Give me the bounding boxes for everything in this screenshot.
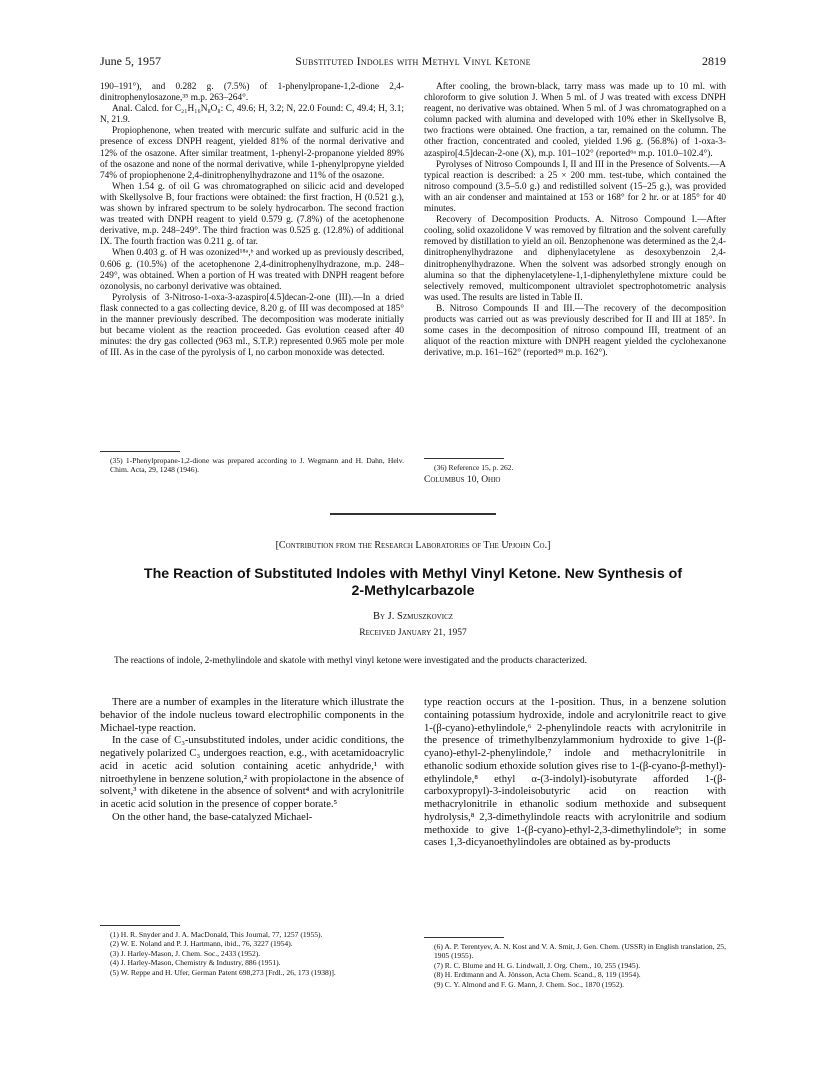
paragraph: When 1.54 g. of oil G was chromatographed on silicic acid and developed with Skellysolve B, four fractions were obtained: the first fraction, H (0.521 g.), was shown by infrared spectrum to be solely hydrocarbon. The second fraction was treated with DNPH reagent to yield 0.579 g. (7.8%) of the acetophenone derivative, m.p. 248–249°. The third fraction was 0.525 g. (12.8%) of additional IX. The fourth fraction was 0.211 g. of tar. — [100, 181, 404, 248]
author-location: Columbus 10, Ohio — [424, 475, 501, 485]
footnote: (6) A. P. Terentyev, A. N. Kost and V. A. Smit, J. Gen. Chem. (USSR) in English translation, 25, 1905 (1955). — [434, 942, 726, 961]
header-date: June 5, 1957 — [100, 54, 161, 68]
right-bottom-column — [424, 697, 726, 850]
running-header — [100, 54, 726, 70]
received-date: Received January 21, 1957 — [359, 628, 467, 638]
paragraph: Anal. Calcd. for C₂₁H₁₆N₈O₈: C, 49.6; H, 3.2; N, 22.0 Found: C, 49.4; H, 3.1; N, 21.9. — [100, 104, 404, 126]
header-running-title: Substituted Indoles with Methyl Vinyl Ketone — [295, 54, 531, 68]
paragraph: Pyrolyses of Nitroso Compounds I, II and III in the Presence of Solvents.—A typical reaction is described: a 25 × 200 mm. test-tube, which contained the nitroso compound (3.5–5.0 g.) and redistilled solvent (15–25 g.), was provided with an air condenser and maintained at 153 or 168° for 2 hr. or at 185° for 40 minutes. — [424, 159, 726, 215]
footnote: (35) 1-Phenylpropane-1,2-dione was prepared according to J. Wegmann and H. Dahn, Helv. Chim. Acta, 29, 1248 (1946). — [110, 456, 404, 475]
right-top-column — [424, 82, 726, 359]
paragraph: On the other hand, the base-catalyzed Michael- — [112, 811, 313, 823]
paragraph: B. Nitroso Compounds II and III.—The recovery of the decomposition products was carried out as was previously described for II and III at 185°. In some cases in the decomposition of nitroso compound III, treatment of an aliquot of the reaction mixture with DNPH reagent yielded the cyclohexanone derivative, m.p. 161–162° (reported³⁶ m.p. 162°). — [424, 303, 726, 359]
footnote: (5) W. Reppe and H. Ufer, German Patent 698,273 [Frdl., 26, 173 (1938)]. — [110, 967, 336, 977]
article-title — [100, 566, 726, 600]
paragraph: In the case of C₃-unsubstituted indoles, under acidic conditions, the negatively polarized C₃ undergoes reaction, e.g., with acetamidoacrylic acid in acetic acid solution containing acetic anhydride,¹ with nitroethylene in benzene solution,² with propiolactone in the absence of solvent,³ with diketene in the absence of solvent⁴ and with acrylonitrile in acetic acid solution in the presence of copper borate.⁵ — [100, 735, 404, 810]
footnote: (1) H. R. Snyder and J. A. MacDonald, This Journal, 77, 1257 (1955). — [110, 930, 323, 939]
contribution-line: [Contribution from the Research Laboratories of The Upjohn Co.] — [275, 540, 551, 551]
paragraph: Propiophenone, when treated with mercuric sulfate and sulfuric acid in the presence of excess DNPH reagent, yielded 81% of the normal derivative and 12% of the osazone. After similar treatment, 1-phenyl-2-propanone yielded 89% of the osazone and none of the normal derivative, while 1-phenylpropyne yielded 74% of propiophenone 2,4-dinitrophenylhydrazone and 11% of the osazone. — [100, 126, 404, 181]
left-bottom-column — [100, 697, 404, 825]
left-top-footnotes — [100, 456, 404, 475]
right-top-footnotes — [424, 463, 726, 472]
footnote: (7) R. C. Blume and H. G. Lindwall, J. Org. Chem., 10, 255 (1945). — [434, 960, 641, 970]
right-bottom-footnotes — [424, 942, 726, 989]
paragraph: Recovery of Decomposition Products. A. Nitroso Compound I.—After cooling, solid oxazolidone V was removed by filtration and the solvent carefully removed by distillation to yield an oil. Benzophenone was determined as the 2,4-dinitrophenylhydrazone and diphenylacetylene as desoxybenzoin 2,4-dinitrophenylhydrazone. When the solvent was adsorbed strongly enough on alumina so that the diphenylacetylene-1,1-diphenylethylene mixture could be selectively removed, multicomponent ultraviolet spectrophotometric analysis was used. The results are listed in Table II. — [424, 215, 726, 303]
paragraph: Pyrolysis of 3-Nitroso-1-oxa-3-azaspiro[4.5]decan-2-one (III).—In a dried flask connected to a gas collecting device, 8.20 g. of III was decomposed at 185° in the manner previously described. The decomposition was moderate initially but became violent as the reaction proceeded. Gas evolution ceased after 40 minutes: the dry gas collected (963 ml., S.T.P.) represented 0.965 mole per mole of III. As in the case of the pyrolysis of I, no carbon monoxide was detected. — [100, 292, 404, 359]
paragraph: type reaction occurs at the 1-position. Thus, in a benzene solution containing potassium hydroxide, indole and acrylonitrile react to give 1-(β-cyano)-ethylindole,⁶ 2-phenylindole reacts with acrylonitrile in the presence of trimethylbenzylammonium hydroxide to give 1-(β-cyano)-ethyl-2-phenylindole,⁷ indole and methacrylonitrile in ethanolic sodium ethoxide solution gives rise to 1-(β-cyano-β-methyl)-ethylindole,⁸ ethyl α-(3-indolyl)-isobutyrate afforded 1-(β-carboxypropyl)-3-indoleisobutyric acid on reaction with methacrylonitrile in ethanolic sodium methoxide and subsequent hydrolysis,⁸ 2,3-dimethylindole reacts with acrylonitrile and sodium methoxide to give 1-(β-cyano)-ethyl-2,3-dimethylindole⁹; in some cases 1,3-dicyanoethylindoles are obtained as by-products — [424, 697, 726, 849]
paragraph: 190–191°), and 0.282 g. (7.5%) of 1-phenylpropane-1,2-dione 2,4-dinitrophenylosazone,³⁵ m.p. 263–264°. — [100, 82, 404, 104]
section-divider — [330, 513, 496, 515]
header-page-number: 2819 — [702, 54, 726, 68]
footnote-rule — [100, 451, 180, 452]
abstract: The reactions of indole, 2-methylindole and skatole with methyl vinyl ketone were investigated and the products characterized. — [114, 656, 587, 666]
footnote: (8) H. Erdtmann and Å. Jönsson, Acta Chem. Scand., 8, 119 (1954). — [434, 970, 641, 980]
footnote-rule — [424, 458, 504, 459]
paragraph: There are a number of examples in the literature which illustrate the behavior of the indole nucleus toward electrophilic components in the Michael-type reaction. — [100, 697, 404, 734]
footnote: (3) J. Harley-Mason, J. Chem. Soc., 2433 (1952). — [110, 948, 261, 958]
paragraph: When 0.403 g. of H was ozonized¹⁸ᵃ,ᵇ and worked up as previously described, 0.606 g. (10.5%) of the acetophenone 2,4-dinitrophenylhydrazone, m.p. 248–249°, was obtained. When a portion of H was treated with DNPH reagent before ozonolysis, no carbonyl derivative was obtained. — [100, 248, 404, 292]
footnote: (36) Reference 15, p. 262. — [434, 463, 514, 472]
title-line: The Reaction of Substituted Indoles with Methyl Vinyl Ketone. New Synthesis of — [143, 566, 683, 582]
left-top-column — [100, 82, 404, 359]
footnote: (4) J. Harley-Mason, Chemistry & Industry, 886 (1951). — [110, 958, 281, 968]
footnote-rule — [100, 925, 180, 926]
footnote: (9) C. Y. Almond and F. G. Mann, J. Chem. Soc., 1870 (1952). — [434, 979, 625, 989]
left-bottom-footnotes — [100, 930, 404, 977]
paragraph: After cooling, the brown-black, tarry mass was made up to 10 ml. with chloroform to give solution J. When 5 ml. of J was treated with excess DNPH reagent, no derivative was obtained. When 5 ml. of J was chromatographed on a column packed with alumina and developed with 10% ether in Skellysolve B, two fractions were obtained. One fraction, a tar, remained on the column. The other fraction, concentrated and cooled, yielded 1.96 g. (56.8%) of 1-oxa-3-azaspiro[4.5]decan-2-one (X), m.p. 101–102° (reported⁶ᵃ m.p. 101.0–102.4°). — [424, 82, 726, 159]
author-line: By J. Szmuszkovicz — [372, 611, 454, 622]
footnote-rule — [424, 937, 504, 938]
title-line: 2-Methylcarbazole — [351, 583, 475, 599]
footnote: (2) W. E. Noland and P. J. Hartmann, ibid., 76, 3227 (1954). — [110, 939, 293, 949]
